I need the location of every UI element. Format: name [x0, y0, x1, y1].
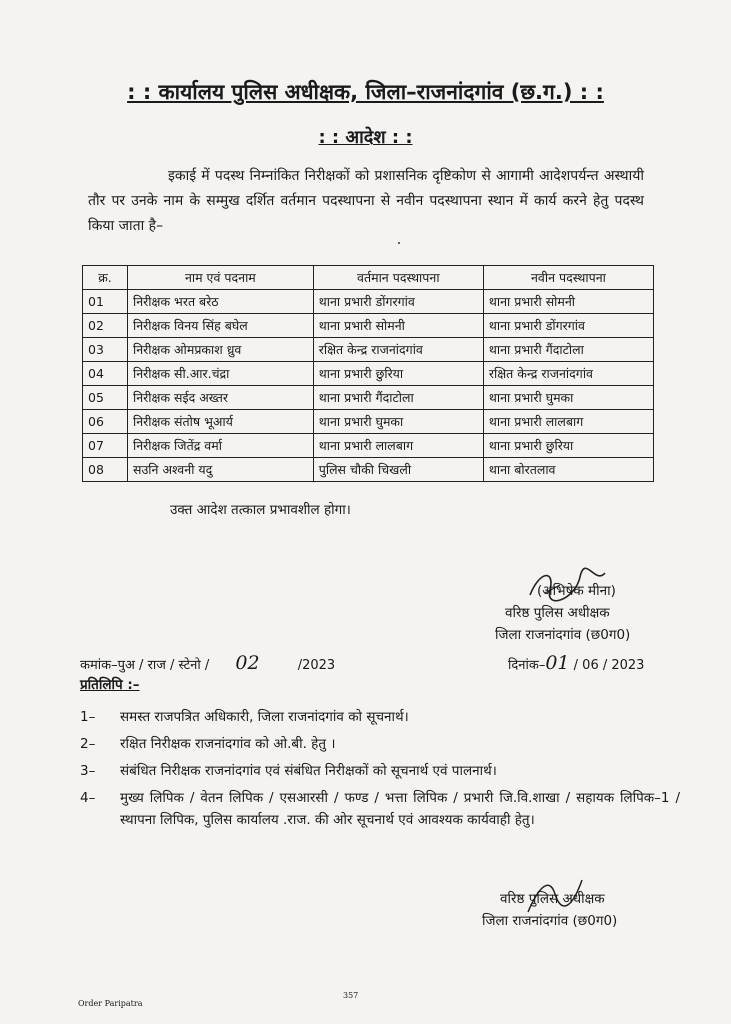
reference-number: 02: [235, 652, 260, 674]
col-header-new-posting: नवीन पदस्थापना: [483, 266, 653, 290]
signatory-designation: वरिष्ठ पुलिस अधीक्षक: [505, 605, 610, 621]
cell-serial: 02: [83, 314, 128, 338]
cell-new-posting: थाना प्रभारी सोमनी: [483, 290, 653, 314]
list-item-text: समस्त राजपत्रित अधिकारी, जिला राजनांदगांव को सूचनार्थ।: [120, 709, 409, 725]
reference-date: [508, 652, 644, 674]
list-item-text: मुख्य लिपिक / वेतन लिपिक / एसआरसी / फण्ड / भत्ता लिपिक / प्रभारी जि.वि.शाखा / सहायक लिपिक–1 / स्थापना लिपिक, पुलिस कार्यालय .राज. की ओर सूचनार्थ एवं आवश्यक कार्यवाही हेतु।: [120, 790, 680, 828]
list-item: [80, 706, 680, 728]
list-item-number: 3–: [80, 763, 96, 779]
footer-label: Order Paripatra: [78, 999, 143, 1008]
cell-new-posting: थाना बोरतलाव: [483, 458, 653, 482]
list-item-text: संबंधित निरीक्षक राजनांदगांव एवं संबंधित निरीक्षकों को सूचनार्थ एवं पालनार्थ।: [120, 763, 497, 779]
office-heading: : : कार्यालय पुलिस अधीक्षक, जिला–राजनांदगांव (छ.ग.) : :: [127, 80, 604, 104]
stray-mark: [398, 242, 400, 244]
list-item-number: 4–: [80, 790, 96, 806]
table-header-row: [83, 266, 654, 290]
cell-new-posting: थाना प्रभारी लालबाग: [483, 410, 653, 434]
list-item-number: 1–: [80, 709, 96, 725]
cell-serial: 06: [83, 410, 128, 434]
table-row: [83, 458, 654, 482]
table-row: [83, 386, 654, 410]
cell-name: निरीक्षक संतोष भूआर्य: [128, 410, 314, 434]
col-header-name: नाम एवं पदनाम: [128, 266, 314, 290]
copy-title: प्रतिलिपि :–: [80, 677, 140, 693]
signatory-district-2: जिला राजनांदगांव (छ0ग0): [482, 913, 618, 929]
cell-name: निरीक्षक ओमप्रकाश ध्रुव: [128, 338, 314, 362]
cell-name: निरीक्षक सी.आर.चंद्रा: [128, 362, 314, 386]
cell-new-posting: रक्षित केन्द्र राजनांदगांव: [483, 362, 653, 386]
transfer-table: [82, 265, 654, 482]
cell-serial: 07: [83, 434, 128, 458]
list-item-number: 2–: [80, 736, 96, 752]
signature-block-primary: [495, 580, 630, 646]
reference-year: /2023: [297, 658, 336, 673]
signatory-designation-2: वरिष्ठ पुलिस अधीक्षक: [500, 891, 605, 907]
list-item: [80, 787, 680, 831]
date-rest: / 06 / 2023: [573, 658, 645, 673]
signatory-name: (अभिषेक मीना): [537, 583, 616, 599]
cell-new-posting: थाना प्रभारी डोंगरगांव: [483, 314, 653, 338]
cell-current-posting: रक्षित केन्द्र राजनांदगांव: [313, 338, 483, 362]
cell-current-posting: थाना प्रभारी लालबाग: [313, 434, 483, 458]
col-header-current-posting: वर्तमान पदस्थापना: [313, 266, 483, 290]
cell-name: सउनि अश्वनी यदु: [128, 458, 314, 482]
cell-current-posting: थाना प्रभारी डोंगरगांव: [313, 290, 483, 314]
cell-current-posting: थाना प्रभारी छुरिया: [313, 362, 483, 386]
reference-line: [80, 652, 660, 674]
signatory-district: जिला राजनांदगांव (छ0ग0): [495, 627, 631, 643]
table-row: [83, 290, 654, 314]
table-row: [83, 314, 654, 338]
cell-current-posting: थाना प्रभारी घुमका: [313, 410, 483, 434]
cell-current-posting: थाना प्रभारी गैंदाटोला: [313, 386, 483, 410]
cell-new-posting: थाना प्रभारी छुरिया: [483, 434, 653, 458]
col-header-serial: क्र.: [83, 266, 128, 290]
copy-list: [80, 706, 680, 836]
cell-serial: 04: [83, 362, 128, 386]
cell-name: निरीक्षक जितेंद्र वर्मा: [128, 434, 314, 458]
cell-new-posting: थाना प्रभारी घुमका: [483, 386, 653, 410]
order-heading: : : आदेश : :: [318, 127, 413, 148]
cell-current-posting: थाना प्रभारी सोमनी: [313, 314, 483, 338]
order-intro-paragraph: इकाई में पदस्थ निम्नांकित निरीक्षकों को प्रशासनिक दृष्टिकोण से आगामी आदेशपर्यन्त अस्थायी तौर पर उनके नाम के सम्मुख दर्शित वर्तमान पदस्थापना से नवीन पदस्थापना स्थान में कार्य करने हेतु पदस्थ किया जाता है–: [88, 168, 644, 234]
page-number: 357: [343, 991, 359, 1000]
cell-serial: 01: [83, 290, 128, 314]
list-item-text: रक्षित निरीक्षक राजनांदगांव को ओ.बी. हेतु ।: [120, 736, 336, 752]
reference-prefix: कमांक–पुअ / राज / स्टेनो /: [80, 658, 210, 673]
cell-serial: 08: [83, 458, 128, 482]
list-item: [80, 760, 680, 782]
signature-block-secondary: [482, 888, 617, 932]
cell-serial: 05: [83, 386, 128, 410]
cell-name: निरीक्षक भरत बरेठ: [128, 290, 314, 314]
cell-current-posting: पुलिस चौकी चिखली: [313, 458, 483, 482]
cell-name: निरीक्षक सईद अख्तर: [128, 386, 314, 410]
table-row: [83, 362, 654, 386]
table-row: [83, 338, 654, 362]
cell-new-posting: थाना प्रभारी गैंदाटोला: [483, 338, 653, 362]
date-label: दिनांक–: [508, 658, 546, 673]
table-row: [83, 410, 654, 434]
list-item: [80, 733, 680, 755]
cell-name: निरीक्षक विनय सिंह बघेल: [128, 314, 314, 338]
cell-serial: 03: [83, 338, 128, 362]
date-day: 01: [545, 652, 570, 674]
effective-note: उक्त आदेश तत्काल प्रभावशील होगा।: [170, 502, 351, 518]
table-row: [83, 434, 654, 458]
